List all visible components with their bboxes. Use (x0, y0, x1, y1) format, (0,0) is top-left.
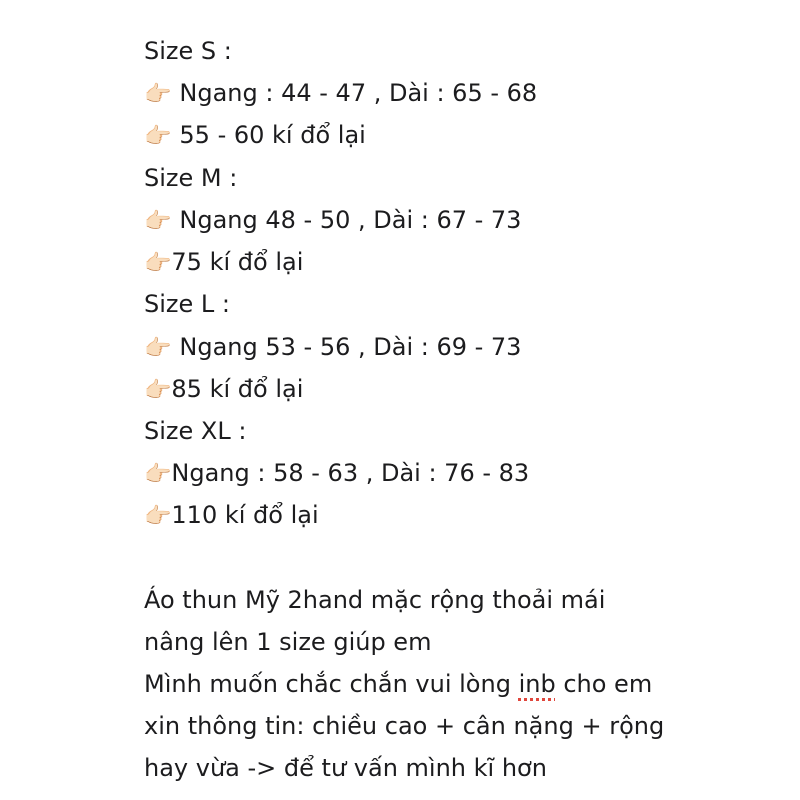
pointing-hand-icon: 👉🏻 (144, 336, 172, 361)
pointing-hand-icon: 👉🏻 (144, 124, 172, 149)
pointing-hand-icon: 👉🏻 (144, 462, 172, 487)
size-s-measure: Ngang : 44 - 47 , Dài : 65 - 68 (179, 79, 538, 107)
size-xl-weight: 110 kí đổ lại (171, 501, 319, 529)
size-xl-weight-line (144, 498, 319, 532)
pointing-hand-icon: 👉🏻 (144, 82, 172, 107)
note-line-3-start: Mình muốn chắc chắn vui lòng (144, 670, 519, 698)
pointing-hand-icon: 👉🏻 (144, 504, 172, 529)
size-xl-measure-line (144, 456, 529, 490)
note-line-2: nâng lên 1 size giúp em (144, 628, 432, 656)
size-l-measure: Ngang 53 - 56 , Dài : 69 - 73 (179, 333, 522, 361)
pointing-hand-icon: 👉🏻 (144, 378, 172, 403)
size-s-weight: 55 - 60 kí đổ lại (179, 121, 366, 149)
size-m-measure: Ngang 48 - 50 , Dài : 67 - 73 (179, 206, 522, 234)
size-m-measure-line (144, 203, 521, 237)
note-line-3 (144, 667, 652, 701)
size-m-title: Size M : (144, 164, 238, 192)
size-xl-measure: Ngang : 58 - 63 , Dài : 76 - 83 (171, 459, 530, 487)
size-m-weight: 75 kí đổ lại (171, 248, 304, 276)
size-s-measure-line (144, 76, 537, 110)
size-l-weight: 85 kí đổ lại (171, 375, 304, 403)
note-line-4: xin thông tin: chiều cao + cân nặng + rộng (144, 712, 665, 740)
pointing-hand-icon: 👉🏻 (144, 209, 172, 234)
size-xl-title: Size XL : (144, 417, 247, 445)
size-l-title: Size L : (144, 290, 230, 318)
note-line-5: hay vừa -> để tư vấn mình kĩ hơn (144, 754, 547, 782)
pointing-hand-icon: 👉🏻 (144, 251, 172, 276)
note-line-1: Áo thun Mỹ 2hand mặc rộng thoải mái (144, 586, 606, 614)
size-l-weight-line (144, 372, 303, 406)
spellcheck-flagged-word[interactable]: inb (518, 670, 556, 698)
note-line-3-end: cho em (555, 670, 653, 698)
size-m-weight-line (144, 245, 303, 279)
size-s-title: Size S : (144, 37, 232, 65)
size-l-measure-line (144, 330, 521, 364)
size-s-weight-line (144, 118, 366, 152)
